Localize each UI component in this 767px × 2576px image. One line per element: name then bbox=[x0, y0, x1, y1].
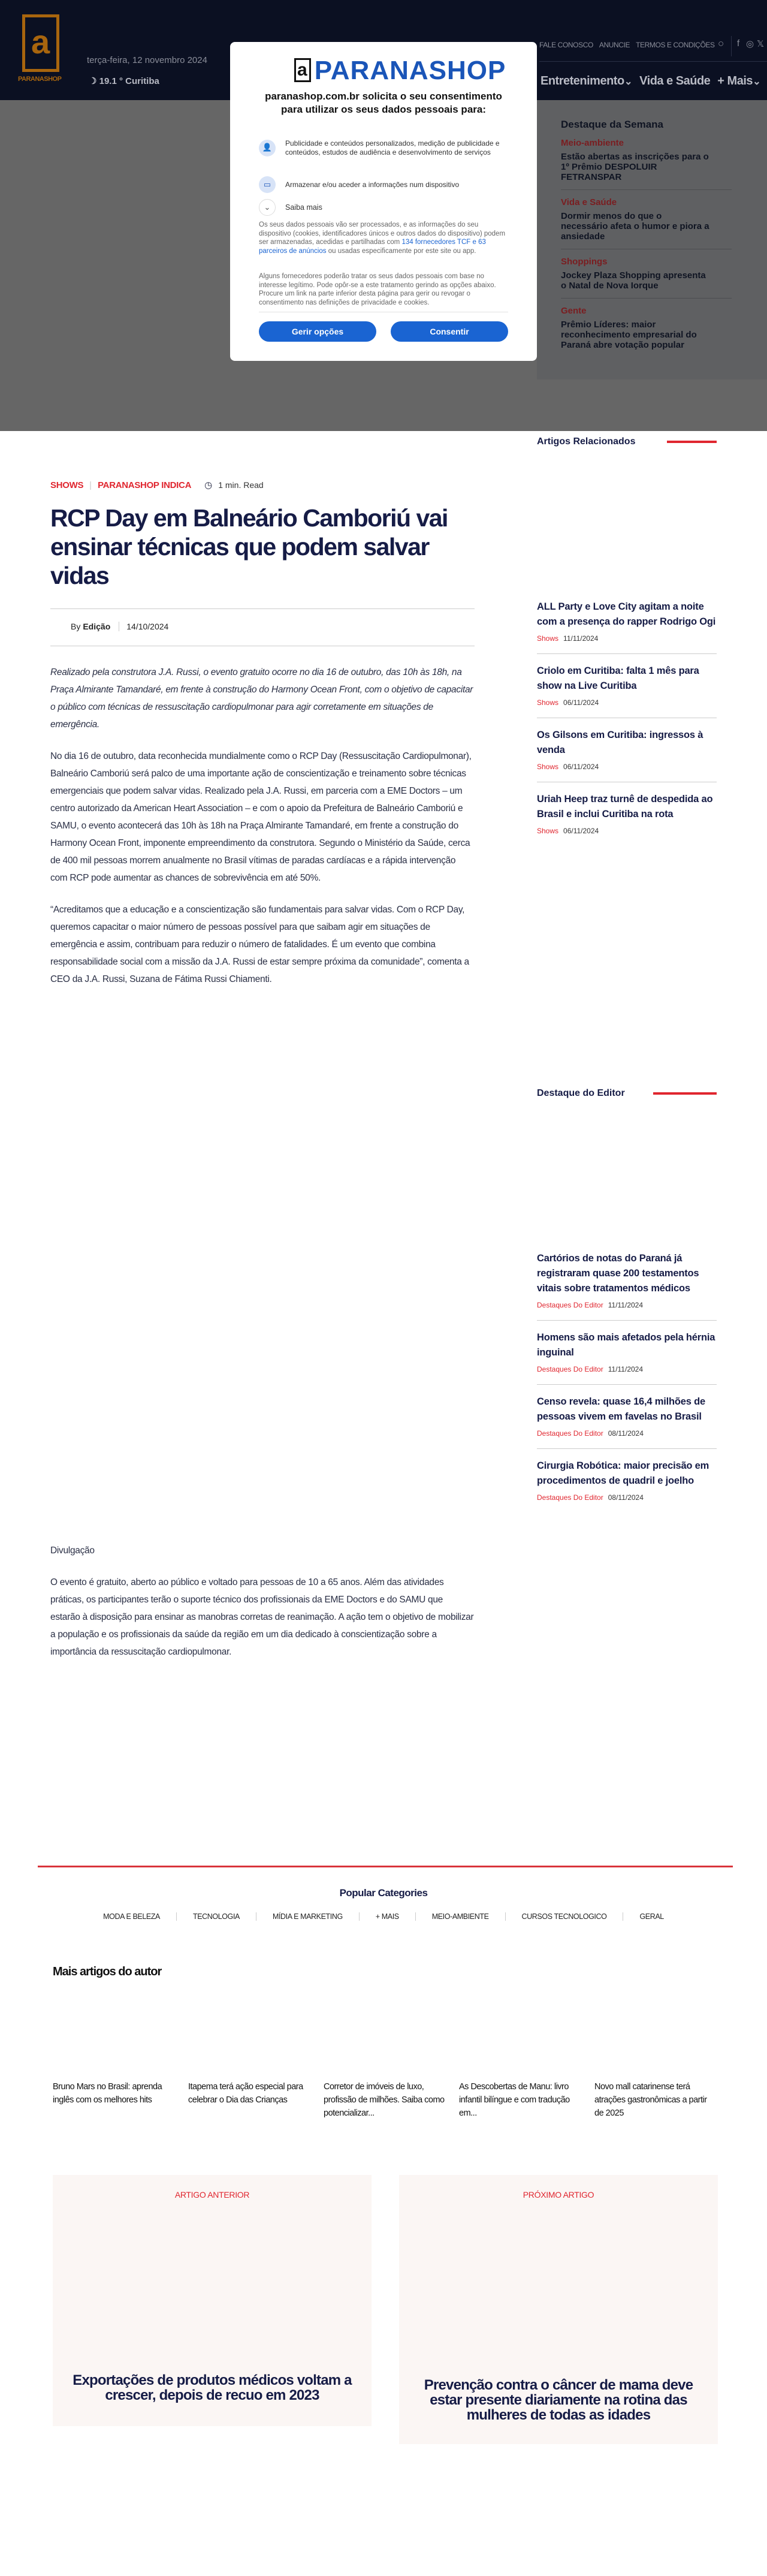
purpose-storage bbox=[259, 176, 511, 193]
weather-widget bbox=[89, 76, 159, 86]
article-meta bbox=[50, 480, 264, 490]
editor-item bbox=[537, 1251, 717, 1321]
editor-item bbox=[537, 1459, 717, 1513]
category-paranashop-indica[interactable]: PARANASHOP INDICA bbox=[98, 480, 192, 490]
related-item-meta bbox=[537, 763, 717, 771]
purpose-text: Publicidade e conteúdos personalizados, medição de publicidade e conteúdos, estudos de audiência e desenvolvimento de serviços bbox=[285, 139, 500, 156]
item-category[interactable]: Shows bbox=[537, 763, 559, 771]
editor-item-title[interactable]: Homens são mais afetados pela hérnia inguinal bbox=[537, 1332, 715, 1358]
more-author-title: Mais artigos do autor bbox=[53, 1965, 162, 1978]
editor-item-meta bbox=[537, 1301, 717, 1309]
image-caption: Divulgação bbox=[50, 1545, 95, 1556]
category-link[interactable]: CURSOS TECNOLOGICO bbox=[505, 1912, 623, 1921]
weather-text: 19.1 ° Curitiba bbox=[99, 76, 159, 86]
article-image-area bbox=[50, 1002, 475, 1542]
editor-item-title[interactable]: Cartórios de notas do Paraná já registraram quase 200 testamentos vitais sobre tratamentos médicos bbox=[537, 1253, 699, 1294]
logo-text: PARANASHOP bbox=[18, 76, 62, 83]
prev-article-card[interactable] bbox=[53, 2175, 372, 2426]
featured-week-list bbox=[561, 119, 732, 364]
editor-item-title[interactable]: Censo revela: quase 16,4 milhões de pessoas vivem em favelas no Brasil bbox=[537, 1396, 705, 1422]
item-date: 06/11/2024 bbox=[563, 827, 599, 835]
related-item-meta bbox=[537, 698, 717, 707]
moon-icon: ☽ bbox=[89, 76, 99, 86]
search-icon[interactable]: ○ bbox=[718, 38, 724, 49]
editor-item bbox=[537, 1394, 717, 1449]
purpose-ads bbox=[259, 139, 511, 156]
item-category[interactable]: Destaques Do Editor bbox=[537, 1493, 603, 1502]
editor-title: Destaque do Editor bbox=[537, 1088, 625, 1098]
related-item bbox=[537, 792, 717, 846]
person-icon: 👤 bbox=[259, 140, 276, 156]
item-date: 08/11/2024 bbox=[608, 1429, 644, 1438]
related-item bbox=[537, 728, 717, 782]
related-item-title[interactable]: ALL Party e Love City agitam a noite com a presença do rapper Rodrigo Ogi bbox=[537, 601, 716, 627]
consent-paragraph: Alguns fornecedores poderão tratar os seus dados pessoais com base no interesse legítimo. Pode opôr-se a este tratamento gerindo as opções abaixo. Procure um link na parte inferior desta página para gerir ou revogar o consentimento nas definições de privacidade e cookies. bbox=[259, 273, 496, 306]
separator: | bbox=[89, 480, 92, 490]
prev-title[interactable]: Exportações de produtos médicos voltam a crescer, depois de recuo em 2023 bbox=[73, 2372, 352, 2403]
publish-date: 14/10/2024 bbox=[119, 622, 168, 631]
topnav-termos[interactable]: TERMOS E CONDIÇÕES bbox=[636, 41, 715, 49]
article-lead: Realizado pela construtora J.A. Russi, o evento gratuito ocorre no dia 16 de outubro, das 10h às 18h, na Praça Almirante Tamandaré, em frente à construção do Harmony Ocean Front, com o objetivo de capacitar o público com técnicas de ressuscitação cardiopulmonar para agir corretamente em situações de emergência. bbox=[50, 667, 473, 730]
related-item-title[interactable]: Criolo em Curitiba: falta 1 mês para show na Live Curitiba bbox=[537, 665, 699, 691]
featured-week-item bbox=[561, 197, 732, 249]
main-nav bbox=[540, 74, 760, 88]
featured-week-item-title[interactable]: Estão abertas as inscrições para o 1º Prêmio DESPOLUIR FETRANSPAR bbox=[561, 152, 709, 182]
consent-dialog bbox=[230, 42, 537, 361]
editor-item-meta bbox=[537, 1493, 717, 1502]
featured-week-item-title[interactable]: Jockey Plaza Shopping apresenta o Natal de Nova Iorque bbox=[561, 270, 706, 291]
next-title[interactable]: Prevenção contra o câncer de mama deve estar presente diariamente na rotina das mulheres de todas as idades bbox=[424, 2377, 693, 2423]
instagram-icon[interactable]: ◎ bbox=[746, 39, 754, 49]
editor-item bbox=[537, 1330, 717, 1385]
editor-list bbox=[537, 1251, 717, 1522]
author-article-link[interactable]: Corretor de imóveis de luxo, profissão de milhões. Saiba como potencializar... bbox=[324, 2082, 445, 2118]
facebook-icon[interactable]: f bbox=[737, 38, 740, 49]
related-item-meta bbox=[537, 634, 717, 643]
manage-options-button[interactable]: Gerir opções bbox=[259, 321, 376, 342]
article-quote: “Acreditamos que a educação e a conscientização são fundamentais para salvar vidas. Com o RCP Day, queremos capacitar o maior número de pessoas possível para que saibam agir em situações de emergência e assim, contribuam para reduzir o número de fatalidades. É um evento que combina responsabilidade social com a missão da J.A. Russi de estar sempre próxima da comunidade”, comenta a CEO da J.A. Russi, Suzana de Fátima Russi Chiamenti. bbox=[50, 905, 469, 984]
nav-vida-saude[interactable]: Vida e Saúde bbox=[639, 74, 711, 88]
byline bbox=[71, 622, 168, 631]
header-divider bbox=[539, 61, 767, 62]
category-link[interactable]: MEIO-AMBIENTE bbox=[415, 1912, 505, 1921]
text: ou usadas especificamente por este site ou app. bbox=[326, 247, 476, 255]
title-accent-bar bbox=[653, 1092, 717, 1095]
x-twitter-icon[interactable]: 𝕏 bbox=[757, 39, 765, 49]
current-date: terça-feira, 12 novembro 2024 bbox=[87, 55, 207, 65]
devices-icon: ▭ bbox=[259, 176, 276, 193]
consent-logo: a PARANASHOP bbox=[294, 56, 506, 86]
next-label: PRÓXIMO ARTIGO bbox=[523, 2190, 594, 2200]
consent-paragraph bbox=[259, 221, 511, 255]
consent-button[interactable]: Consentir bbox=[391, 321, 508, 342]
category-link[interactable]: MODA E BELEZA bbox=[103, 1912, 160, 1921]
text: Os seus dados pessoais vão ser processados, e as informações do seu dispositivo (cookies, identificadores únicos e outros dados do dispositivo) podem ser armazenadas, acedidas e partilhadas com bbox=[259, 221, 506, 246]
featured-week-category[interactable]: Meio-ambiente bbox=[561, 138, 624, 148]
article-body bbox=[50, 664, 475, 1675]
featured-week-category[interactable]: Vida e Saúde bbox=[561, 197, 617, 207]
chevron-down-icon: ⌄ bbox=[624, 76, 633, 87]
item-date: 06/11/2024 bbox=[563, 698, 599, 707]
chevron-down-icon: ⌄ bbox=[753, 76, 761, 87]
related-item-title[interactable]: Uriah Heep traz turnê de despedida ao Brasil e inclui Curitiba na rota bbox=[537, 794, 713, 820]
by-label: By bbox=[71, 622, 81, 631]
popular-categories-list bbox=[0, 1912, 767, 1921]
featured-week-item bbox=[561, 306, 732, 357]
featured-week-category[interactable]: Gente bbox=[561, 306, 587, 316]
editor-item-meta bbox=[537, 1429, 717, 1438]
article-paragraph: No dia 16 de outubro, data reconhecida mundialmente como o RCP Day (Ressuscitação Cardiopulmonar), Balneário Camboriú será palco de uma importante ação de conscientização e treinamento sobre técnicas emergenciais que podem salvar vidas. Realizado pela J.A. Russi, em parceria com a EME Doctors – um centro autorizado da American Heart Association – e com o apoio da Prefeitura de Balneário Camboriú e SAMU, o evento acontecerá das 10h às 18h na Praça Almirante Tamandaré, em frente a construção do Harmony Ocean Front, imponente empreendimento da construtora. Segundo o Ministério da Saúde, cerca de 400 mil pessoas morrem anualmente no Brasil vítimas de paradas cardíacas e a rápida intervenção com RCP pode aumentar as chances de sobrevivência em até 50%. bbox=[50, 751, 472, 883]
purpose-text: Armazenar e/ou aceder a informações num dispositivo bbox=[285, 180, 460, 189]
section-divider bbox=[38, 1866, 733, 1867]
learn-more-label: Saiba mais bbox=[285, 203, 322, 212]
item-date: 11/11/2024 bbox=[608, 1365, 644, 1373]
related-item bbox=[537, 664, 717, 718]
featured-week-item-title[interactable]: Prêmio Líderes: maior reconhecimento empresarial do Paraná abre votação popular bbox=[561, 320, 697, 350]
item-date: 11/11/2024 bbox=[608, 1301, 644, 1309]
nav-label: Entretenimento bbox=[540, 74, 624, 88]
item-date: 11/11/2024 bbox=[563, 634, 599, 643]
author-link[interactable]: Edição bbox=[83, 622, 111, 631]
top-nav bbox=[539, 41, 715, 49]
read-time: 1 min. Read bbox=[218, 480, 264, 490]
nav-label: + Mais bbox=[717, 74, 753, 88]
featured-week-item bbox=[561, 257, 732, 299]
featured-week-title: Destaque da Semana bbox=[561, 119, 664, 130]
author-article-link[interactable]: As Descobertas de Manu: livro infantil bilíngue e com tradução em... bbox=[459, 2082, 570, 2118]
related-item-title[interactable]: Os Gilsons em Curitiba: ingressos à venda bbox=[537, 730, 703, 755]
author-article-link[interactable]: Bruno Mars no Brasil: aprenda inglês com os melhores hits bbox=[53, 2082, 162, 2105]
chevron-down-icon: ⌄ bbox=[259, 199, 276, 216]
item-category[interactable]: Shows bbox=[537, 827, 559, 835]
editor-item-title[interactable]: Cirurgia Robótica: maior precisão em procedimentos de quadril e joelho bbox=[537, 1460, 709, 1486]
category-link[interactable]: TECNOLOGIA bbox=[176, 1912, 256, 1921]
related-item-meta bbox=[537, 827, 717, 835]
nav-mais[interactable] bbox=[717, 74, 760, 88]
more-author-list bbox=[53, 2080, 724, 2120]
category-shows[interactable]: SHOWS bbox=[50, 480, 84, 490]
vendors-link[interactable]: 134 fornecedores TCF e 63 parceiros de anúncios bbox=[259, 239, 486, 255]
item-category[interactable]: Destaques Do Editor bbox=[537, 1365, 603, 1373]
prev-label: ARTIGO ANTERIOR bbox=[174, 2190, 250, 2200]
popular-categories-title: Popular Categories bbox=[339, 1887, 428, 1899]
article-title: RCP Day em Balneário Camboriú vai ensinar técnicas que podem salvar vidas bbox=[50, 504, 448, 589]
logo-wordmark: PARANASHOP bbox=[314, 56, 506, 85]
topnav-anuncie[interactable]: ANUNCIE bbox=[599, 41, 630, 49]
author-article-link[interactable]: Itapema terá ação especial para celebrar o Dia das Crianças bbox=[188, 2082, 303, 2105]
topnav-fale-conosco[interactable]: FALE CONOSCO bbox=[539, 41, 593, 49]
featured-week-item-title[interactable]: Dormir menos do que o necessário afeta o humor e piora a ansiedade bbox=[561, 211, 709, 242]
item-category[interactable]: Shows bbox=[537, 698, 559, 707]
divider bbox=[50, 608, 475, 609]
article-paragraph: O evento é gratuito, aberto ao público e voltado para pessoas de 10 a 65 anos. Além das atividades práticas, os participantes terão o suporte técnico dos profissionais da EME Doctors e do SAMU que estarão à disposição para ensinar as manobras corretas de reanimação. A ação tem o objetivo de mobilizar a população e os profissionais da saúde da região em um dia dedicado à conscientização sobre a importância da ressuscitação cardiopulmonar. bbox=[50, 1577, 474, 1657]
editor-item-meta bbox=[537, 1365, 717, 1373]
consent-heading: paranashop.com.br solicita o seu consentimento para utilizar os seus dados pessoais para: bbox=[265, 91, 502, 115]
title-accent-bar bbox=[667, 441, 717, 443]
author-article-link[interactable]: Novo mall catarinense terá atrações gastronômicas a partir de 2025 bbox=[594, 2082, 707, 2118]
related-list bbox=[537, 599, 717, 855]
next-article-card[interactable] bbox=[399, 2175, 718, 2444]
related-title: Artigos Relacionados bbox=[537, 436, 636, 447]
category-link[interactable]: + MAIS bbox=[359, 1912, 415, 1921]
related-item bbox=[537, 599, 717, 654]
item-date: 06/11/2024 bbox=[563, 763, 599, 771]
item-category[interactable]: Destaques Do Editor bbox=[537, 1301, 603, 1309]
category-link[interactable]: GERAL bbox=[623, 1912, 680, 1921]
nav-entretenimento[interactable] bbox=[540, 74, 632, 88]
item-category[interactable]: Shows bbox=[537, 634, 559, 643]
item-category[interactable]: Destaques Do Editor bbox=[537, 1429, 603, 1438]
category-link[interactable]: MÍDIA E MARKETING bbox=[256, 1912, 359, 1921]
divider bbox=[731, 36, 732, 56]
learn-more-toggle[interactable] bbox=[259, 199, 511, 216]
site-logo[interactable]: a bbox=[22, 14, 59, 72]
featured-week-item bbox=[561, 138, 732, 190]
item-date: 08/11/2024 bbox=[608, 1493, 644, 1502]
clock-icon: ◷ bbox=[204, 480, 213, 490]
featured-week-category[interactable]: Shoppings bbox=[561, 257, 608, 267]
